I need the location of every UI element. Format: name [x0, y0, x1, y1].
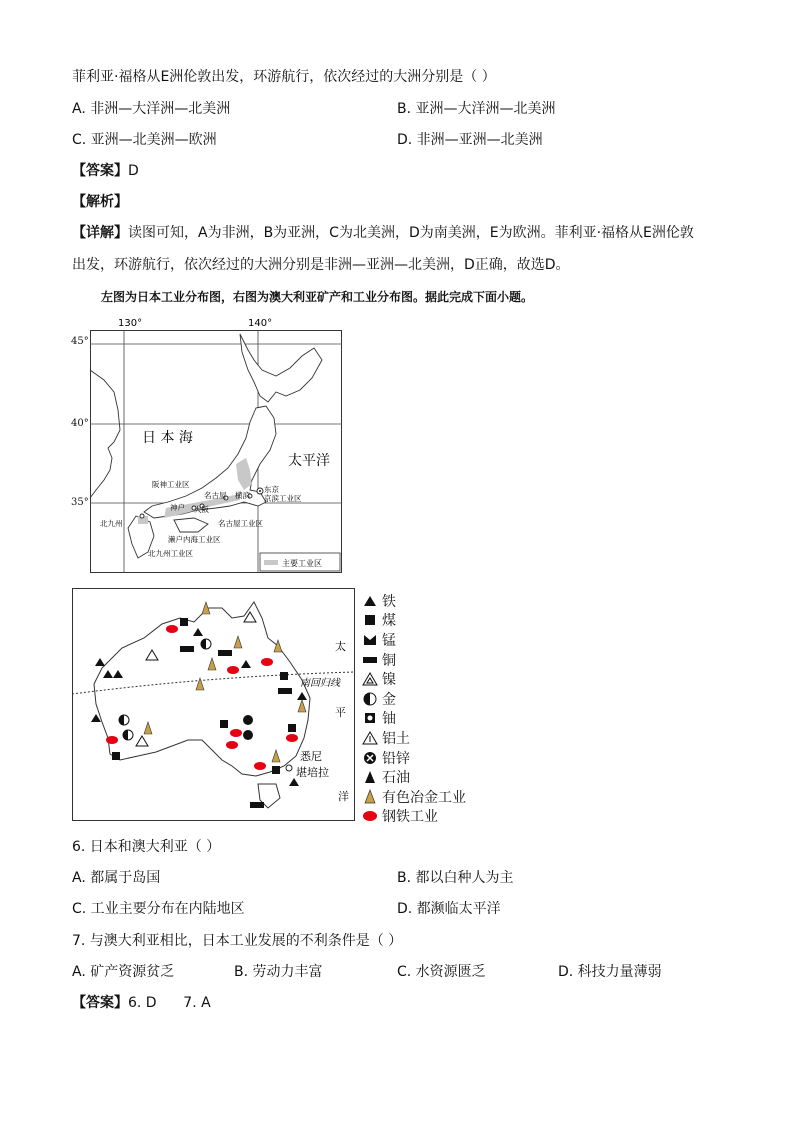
ocean-char-1: 太 [335, 640, 346, 653]
gold-icon [362, 692, 378, 706]
q5-stem: 菲利亚·福格从E洲伦敦出发，环游航行，依次经过的大洲分别是（ ） [72, 69, 496, 85]
intro-text: 左图为日本工业分布图，右图为澳大利亚矿产和工业分布图。据此完成下面小题。 [101, 290, 534, 304]
coal-marker [180, 618, 188, 626]
legend-row-oil: 石油 [362, 767, 466, 787]
legend-row-coal: 煤 [362, 611, 466, 631]
detail-label: 【详解】 [72, 225, 128, 241]
legend-row-lead-zinc: 铅锌 [362, 748, 466, 768]
legend-row-copper: 铜 [362, 650, 466, 670]
coal-marker [272, 766, 280, 774]
q7-option-c: C. 水资源匮乏 [397, 964, 486, 980]
q5-option-c: C. 亚洲—北美洲—欧洲 [72, 132, 217, 148]
lead-zinc-marker [243, 715, 253, 725]
answer-value: D [128, 163, 139, 179]
q7-option-d: D. 科技力量薄弱 [558, 964, 662, 980]
lat-45-label: 45° [71, 336, 89, 347]
steel-marker [106, 736, 118, 744]
lead-zinc-icon [362, 751, 378, 765]
legend-row-nickel: 镍 [362, 669, 466, 689]
steel-marker [254, 762, 266, 770]
city-sydney: 悉尼 [300, 750, 322, 763]
q7-option-b: B. 劳动力丰富 [234, 964, 323, 980]
legend-row-bauxite: 铝土 [362, 728, 466, 748]
steel-marker [286, 734, 298, 742]
coal-icon [362, 613, 378, 627]
q7-stem: 7. 与澳大利亚相比，日本工业发展的不利条件是（ ） [72, 933, 403, 949]
copper-marker [218, 650, 232, 656]
q5-answer [72, 162, 139, 180]
q7-option-a: A. 矿产资源贫乏 [72, 964, 175, 980]
city-canberra: 堪培拉 [296, 766, 329, 779]
place-nagoya: 名古屋 [204, 491, 227, 500]
q5-option-b: B. 亚洲—大洋洲—北美洲 [397, 101, 556, 117]
place-yokohama: 横滨 [235, 491, 250, 500]
steel-marker [166, 625, 178, 633]
lon-140-label: 140° [248, 318, 273, 329]
bauxite-icon [362, 731, 378, 745]
coal-marker [112, 752, 120, 760]
answer-value-2: 6. D 7. A [128, 995, 211, 1011]
place-kitakyushu-zone: 北九州工业区 [148, 549, 193, 558]
q5-option-a: A. 非洲—大洋洲—北美洲 [72, 101, 231, 117]
steel-marker [227, 666, 239, 674]
lon-130-label: 130° [118, 318, 143, 329]
copper-icon [362, 653, 378, 667]
copper-marker [278, 688, 292, 694]
coal-marker [220, 720, 228, 728]
aus-legend [362, 591, 466, 826]
q6-option-d: D. 都濒临太平洋 [397, 901, 501, 917]
place-setouchi: 濑户内海工业区 [168, 535, 221, 544]
nonferrous-icon [362, 790, 378, 804]
place-keihin: 京滨工业区 [264, 494, 302, 503]
japan-legend-label: 主要工业区 [282, 559, 322, 568]
copper-marker [250, 802, 264, 808]
analysis-label: 【解析】 [72, 194, 128, 210]
place-kobe: 神户 [170, 503, 185, 512]
answer-label-2: 【答案】 [72, 995, 128, 1011]
place-tokyo: 东京 [264, 485, 279, 494]
q6-stem: 6. 日本和澳大利亚（ ） [72, 839, 221, 855]
detail-line-2: 出发，环游航行，依次经过的大洲分别是非洲—亚洲—北美洲，D正确，故选D。 [72, 257, 570, 273]
answer-label: 【答案】 [72, 163, 128, 179]
detail-text-1: 读图可知，A为非洲，B为亚洲，C为北美洲，D为南美洲，E为欧洲。菲利亚·福格从E洲伦敦 [128, 225, 694, 241]
ocean-label: 太平洋 [288, 453, 330, 469]
q6-option-b: B. 都以白种人为主 [397, 870, 514, 886]
steel-marker [261, 658, 273, 666]
place-hanshin: 阪神工业区 [152, 480, 190, 489]
steel-marker [230, 729, 242, 737]
nickel-icon [362, 672, 378, 686]
industrial-zone-swatch [264, 560, 278, 565]
lat-40-label: 40° [71, 418, 89, 429]
place-osaka: 大阪 [194, 505, 209, 514]
oil-icon [362, 770, 378, 784]
steel-marker [226, 741, 238, 749]
iron-icon [362, 594, 378, 608]
detail-line-1 [72, 224, 694, 242]
australia-industry-map [72, 588, 355, 821]
place-nagoya-zone: 名古屋工业区 [218, 519, 263, 528]
legend-row-manganese: 锰 [362, 630, 466, 650]
lead-zinc-marker [243, 730, 253, 740]
uranium-icon [362, 711, 378, 725]
steel-icon [362, 809, 378, 823]
copper-marker [180, 646, 194, 652]
legend-row-iron: 铁 [362, 591, 466, 611]
ocean-char-2: 平 [335, 706, 346, 719]
legend-row-uranium: 铀 [362, 709, 466, 729]
tropic-label: 南回归线 [300, 678, 340, 689]
canberra-dot [286, 765, 292, 771]
ocean-char-3: 洋 [338, 790, 349, 803]
place-kitakyushu: 北九州 [100, 519, 123, 528]
lat-35-label: 35° [71, 497, 89, 508]
q6-option-c: C. 工业主要分布在内陆地区 [72, 901, 245, 917]
japan-industry-map [90, 318, 342, 573]
q6-q7-answer [72, 994, 211, 1012]
legend-row-steel: 钢铁工业 [362, 807, 466, 827]
manganese-icon [362, 633, 378, 647]
kitakyushu-dot [140, 514, 144, 518]
sea-label: 日 本 海 [142, 430, 193, 446]
coal-marker [288, 724, 296, 732]
legend-row-nonferrous: 有色冶金工业 [362, 787, 466, 807]
q6-option-a: A. 都属于岛国 [72, 870, 161, 886]
q5-option-d: D. 非洲—亚洲—北美洲 [397, 132, 543, 148]
coal-marker [280, 672, 288, 680]
legend-row-gold: 金 [362, 689, 466, 709]
